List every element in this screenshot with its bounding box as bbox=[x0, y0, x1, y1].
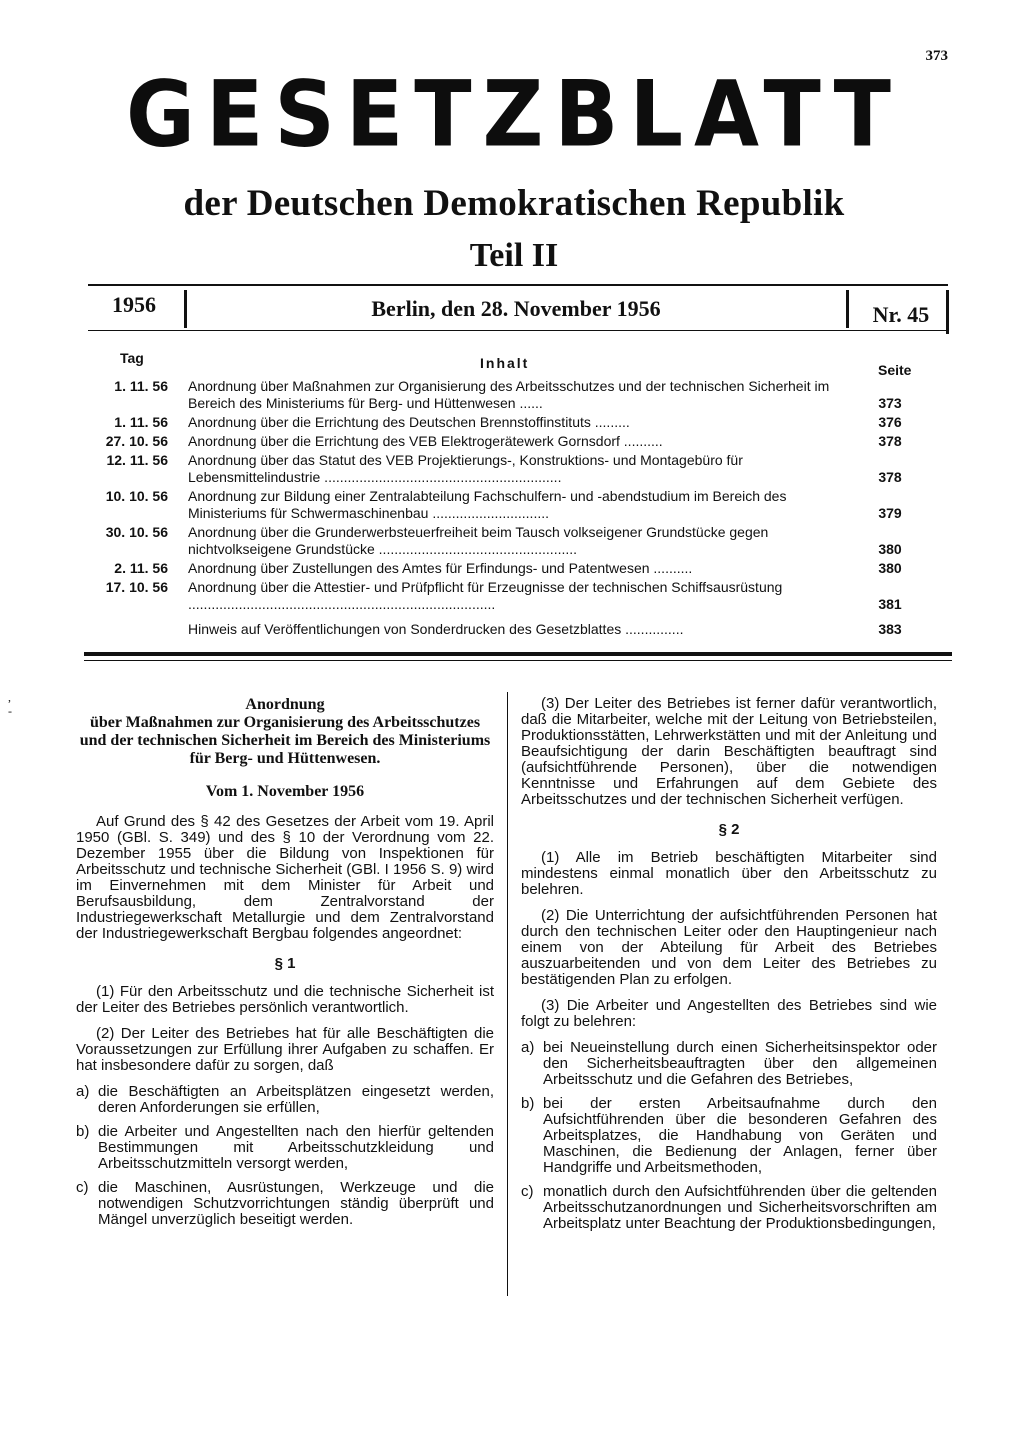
margin-marks: , - bbox=[8, 690, 12, 718]
toc-entry-page: 381 bbox=[878, 596, 902, 612]
list-item-text: bei Neueinstellung durch einen Sicherheitsinspektor oder den Sicherheitsbeauftragten über den allgemeinen Arbeitsschutz und die Gefahren des Betriebes, bbox=[543, 1039, 937, 1088]
paragraph: (3) Die Arbeiter und Angestellten des Betriebes sind wie folgt zu belehren: bbox=[521, 997, 937, 1030]
page-number: 373 bbox=[925, 48, 948, 64]
toc-entry-title: Anordnung über die Attestier- und Prüfpflicht für Erzeugnisse der technischen Schiffsausrüstung ............................................................................... bbox=[188, 579, 783, 612]
section-title: § 1 bbox=[274, 955, 296, 972]
right-column bbox=[521, 696, 937, 1240]
toc-entry[interactable] bbox=[90, 452, 930, 486]
toc-entry-date: 2. 11. 56 bbox=[114, 560, 168, 576]
issue-divider bbox=[846, 290, 849, 328]
toc-entry[interactable] bbox=[90, 621, 930, 638]
toc-entry-title: Anordnung über die Errichtung des VEB Elektrogerätewerk Gornsdorf .......... bbox=[188, 433, 663, 449]
toc-entry-page: 378 bbox=[878, 469, 902, 485]
section-title: § 2 bbox=[718, 821, 740, 838]
list-item-text: monatlich durch den Aufsichtführenden über die geltenden Arbeitsschutzanordnungen und Sicherheitsvorschriften am Arbeitsplatz unter Beachtung der Produktionsbedingungen, bbox=[543, 1183, 937, 1232]
article-heading: Anordnung bbox=[245, 696, 325, 713]
list-item bbox=[76, 1180, 494, 1228]
list-item-text: die Beschäftigten an Arbeitsplätzen eingesetzt werden, deren Anforderungen sie erfüllen, bbox=[98, 1083, 494, 1116]
list-item bbox=[521, 1040, 937, 1088]
toc-entry[interactable] bbox=[90, 488, 930, 522]
toc-entry-date: 1. 11. 56 bbox=[114, 414, 168, 430]
toc-entry-title: Anordnung über das Statut des VEB Projektierungs-, Konstruktions- und Montagebüro für Lebensmittelindustrie ............................................................. bbox=[188, 452, 743, 485]
paragraph: (3) Der Leiter des Betriebes ist ferner dafür verantwortlich, daß die Mitarbeiter, welche mit der Leitung von Betriebsteilen, Produktionsstätten, Lehrwerkstätten und mit der Anleitung und Beaufsichtigung der darin Beschäftigten beauftragt sind (aufsichtführende Personen), über die notwendigen Kenntnisse und Erfahrungen auf dem Gebiete des Arbeitsschutzes und der technischen Sicherheit verfügen. bbox=[521, 695, 937, 808]
toc-header-date: Tag bbox=[120, 350, 144, 366]
toc-entry-date: 10. 10. 56 bbox=[105, 488, 168, 504]
toc-entry-title: Anordnung über die Errichtung des Deutschen Brennstoffinstituts ......... bbox=[188, 414, 630, 430]
toc-entry[interactable] bbox=[90, 524, 930, 558]
masthead-subtitle: der Deutschen Demokratischen Republik bbox=[183, 183, 845, 224]
toc-entry-date: 17. 10. 56 bbox=[105, 579, 168, 595]
article-title: über Maßnahmen zur Organisierung des Arbeitsschutzes und der technischen Sicherheit im Bereich des Ministeriums für Berg- und Hüttenwesen. bbox=[79, 714, 491, 767]
table-of-contents bbox=[90, 378, 930, 640]
article-date: Vom 1. November 1956 bbox=[205, 783, 365, 800]
toc-entry-title: Hinweis auf Veröffentlichungen von Sonderdrucken des Gesetzblattes ............... bbox=[188, 621, 684, 637]
section-rule-thick bbox=[84, 652, 952, 656]
issue-top-rule bbox=[88, 284, 948, 286]
toc-header-page: Seite bbox=[878, 362, 912, 378]
issue-bottom-rule bbox=[88, 330, 948, 331]
toc-entry-page: 378 bbox=[878, 433, 902, 449]
toc-entry-title: Anordnung zur Bildung einer Zentralabteilung Fachschulfern- und -abendstudium im Bereich des Ministeriums für Schwermaschinenbau .............................. bbox=[188, 488, 787, 521]
toc-header-title: Inhalt bbox=[480, 355, 530, 371]
list-item bbox=[76, 1084, 494, 1116]
masthead-title: GESETZBLATT bbox=[126, 61, 902, 167]
issue-divider bbox=[184, 290, 187, 328]
toc-entry-page: 376 bbox=[878, 414, 902, 430]
toc-entry[interactable] bbox=[90, 433, 930, 450]
list-item-letter: c) bbox=[76, 1179, 89, 1196]
toc-entry[interactable] bbox=[90, 378, 930, 412]
toc-entry-page: 380 bbox=[878, 541, 902, 557]
list-item bbox=[521, 1096, 937, 1176]
toc-entry[interactable] bbox=[90, 560, 930, 577]
masthead-part: Teil II bbox=[469, 237, 559, 274]
toc-entry-page: 383 bbox=[878, 621, 902, 637]
list-item-letter: c) bbox=[521, 1183, 534, 1200]
issue-date: Berlin, den 28. November 1956 bbox=[371, 296, 661, 321]
list-item-text: bei der ersten Arbeitsaufnahme durch den Aufsichtführenden über die besonderen Gefahren des Arbeitsplatzes, die Handhabung von Geräten und Maschinen, die Bedienung der Anlagen, ferner über Handgriffe und Arbeitsmethoden, bbox=[543, 1095, 937, 1176]
list-item-letter: b) bbox=[521, 1095, 535, 1112]
toc-entry-date: 27. 10. 56 bbox=[105, 433, 168, 449]
paragraph: (2) Die Unterrichtung der aufsichtführenden Personen hat durch den technischen Leiter oder den Hauptingenieur nach einem von der Abteilung für Arbeit des Betriebes auszuarbeitenden und von dem Leiter des Betriebes zu bestätigenden Plan zu erfolgen. bbox=[521, 907, 937, 988]
issue-number: Nr. 45 bbox=[872, 302, 930, 327]
toc-entry-date: 30. 10. 56 bbox=[105, 524, 168, 540]
toc-entry-title: Anordnung über die Grunderwerbsteuerfreiheit beim Tausch volkseigener Grundstücke gegen nichtvolkseigene Grundstücke ................................................... bbox=[188, 524, 769, 557]
paragraph: (2) Der Leiter des Betriebes hat für alle Beschäftigten die Voraussetzungen zur Erfüllung ihrer Aufgaben zu schaffen. Er hat insbesondere dafür zu sorgen, daß bbox=[76, 1025, 494, 1074]
list-item-letter: a) bbox=[521, 1039, 535, 1056]
paragraph: (1) Alle im Betrieb beschäftigten Mitarbeiter sind mindestens einmal monatlich über den Arbeitsschutz zu belehren. bbox=[521, 849, 937, 898]
list-item-letter: a) bbox=[76, 1083, 90, 1100]
toc-entry[interactable] bbox=[90, 579, 930, 613]
article-preamble: Auf Grund des § 42 des Gesetzes der Arbeit vom 19. April 1950 (GBl. S. 349) und des § 10 der Verordnung vom 22. Dezember 1955 über die Bildung von Inspektionen für Arbeitsschutz und technische Sicherheit (GBl. I 1956 S. 9) wird im Einvernehmen mit dem Minister für Arbeit und Berufsausbildung, dem Zentralvorstand der Industriegewerkschaft Metallurgie und dem Zentralvorstand der Industriegewerkschaft Bergbau folgendes angeordnet: bbox=[76, 813, 494, 942]
list-item bbox=[76, 1124, 494, 1172]
toc-entry-date: 1. 11. 56 bbox=[114, 378, 168, 394]
section-rule-thin bbox=[84, 660, 952, 661]
column-divider bbox=[507, 692, 508, 1296]
toc-entry-title: Anordnung über Zustellungen des Amtes für Erfindungs- und Patentwesen .......... bbox=[188, 560, 693, 576]
issue-year: 1956 bbox=[112, 292, 156, 317]
list-item-letter: b) bbox=[76, 1123, 90, 1140]
toc-entry[interactable] bbox=[90, 414, 930, 431]
issue-divider bbox=[946, 290, 949, 334]
toc-entry-page: 379 bbox=[878, 505, 902, 521]
left-column bbox=[76, 696, 494, 1236]
paragraph: (1) Für den Arbeitsschutz und die technische Sicherheit ist der Leiter des Betriebes persönlich verantwortlich. bbox=[76, 983, 494, 1016]
toc-entry-title: Anordnung über Maßnahmen zur Organisierung des Arbeitsschutzes und der technischen Sicherheit im Bereich des Ministeriums für Berg- und Hüttenwesen ...... bbox=[188, 378, 830, 411]
toc-entry-date: 12. 11. 56 bbox=[106, 452, 168, 468]
list-item-text: die Maschinen, Ausrüstungen, Werkzeuge und die notwendigen Schutzvorrichtungen ständig überprüft und Mängel unverzüglich beseitigt werden. bbox=[98, 1179, 494, 1228]
toc-entry-page: 380 bbox=[878, 560, 902, 576]
toc-entry-page: 373 bbox=[878, 395, 902, 411]
list-item bbox=[521, 1184, 937, 1232]
list-item-text: die Arbeiter und Angestellten nach den hierfür geltenden Bestimmungen mit Arbeitsschutzkleidung und Arbeitsschutzmitteln versorgt werden, bbox=[98, 1123, 494, 1172]
